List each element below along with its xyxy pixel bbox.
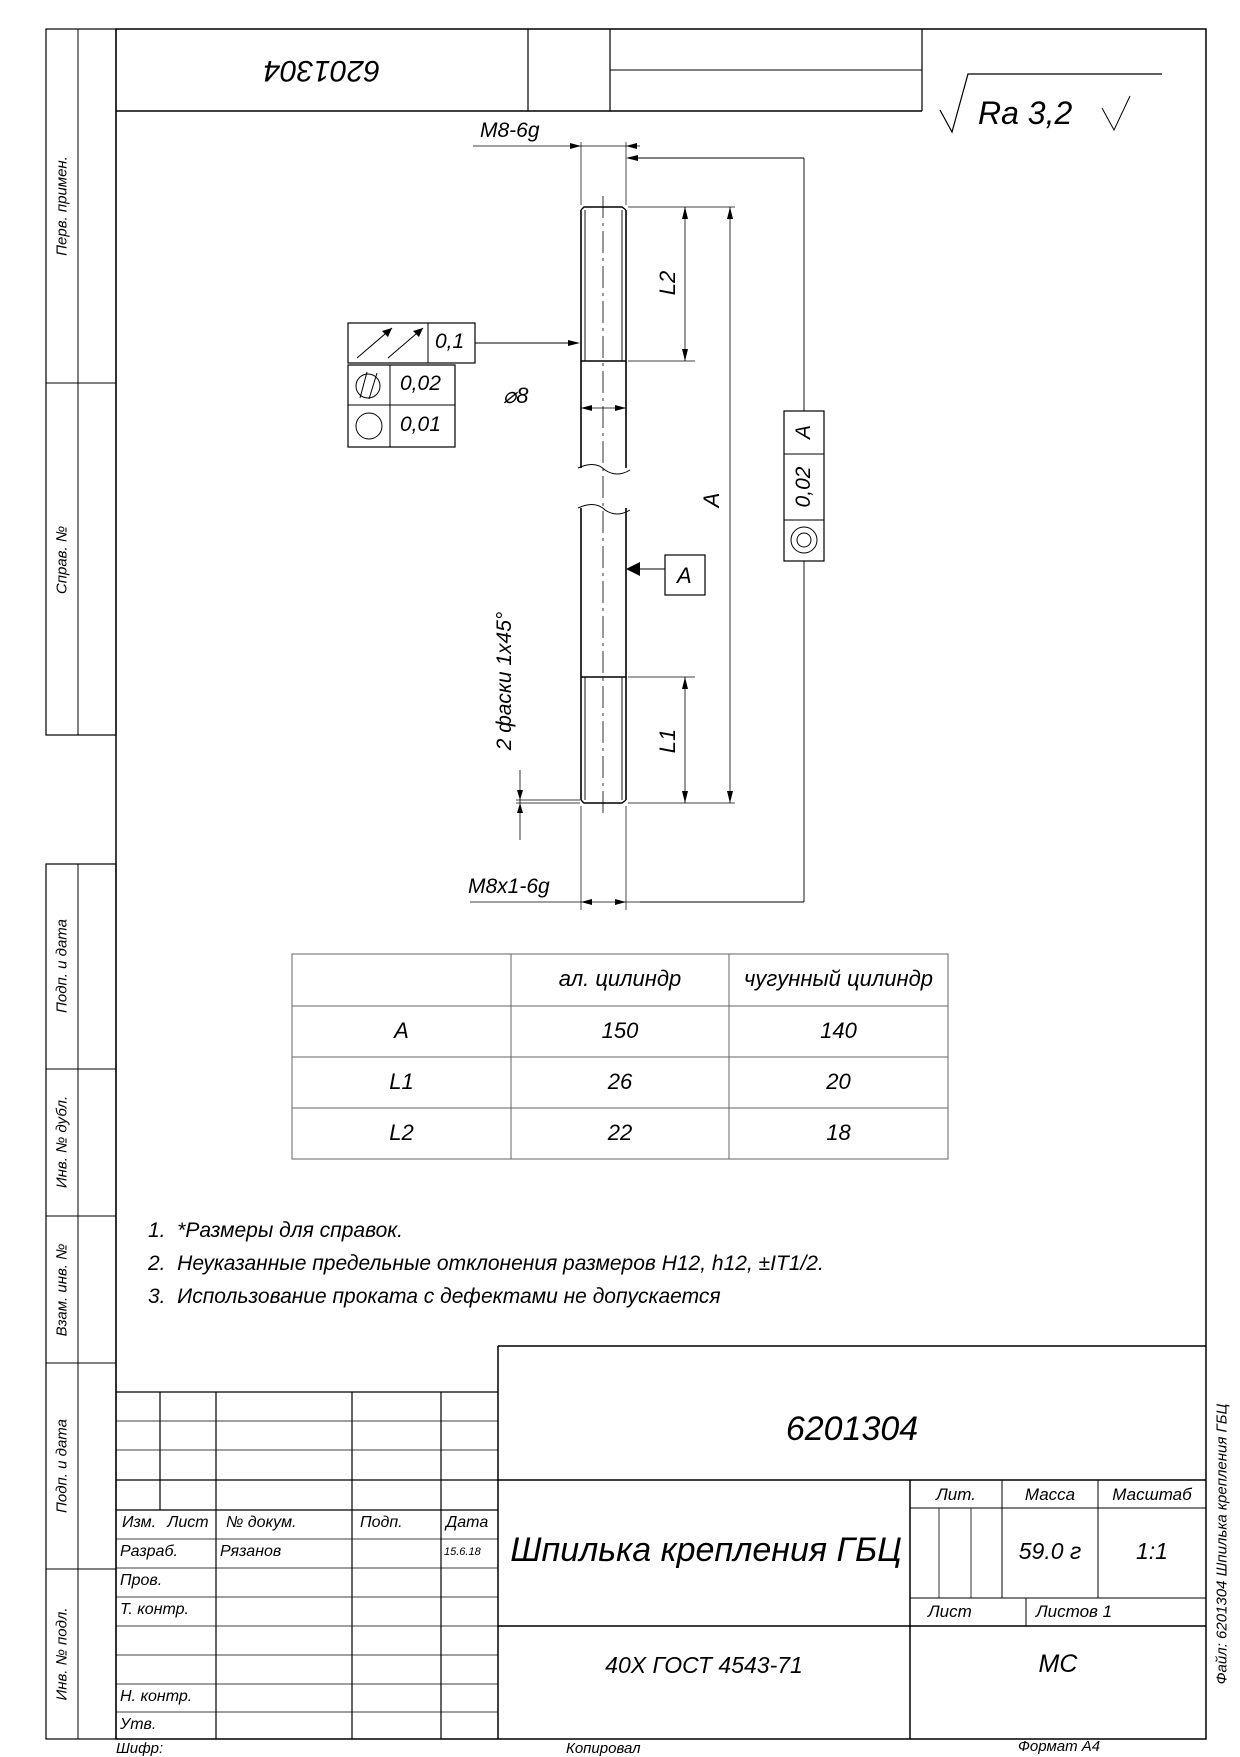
footer-file: Файл: 6201304 Шпилька крепления ГБЦ [1213, 1403, 1231, 1685]
lit-label: Лит. [936, 1485, 976, 1504]
dim-L2-label: L2 [655, 270, 680, 296]
tol-cylindricity-value: 0,02 [400, 372, 441, 395]
tkontr-label: Т. контр. [120, 1601, 189, 1618]
side-label-sprav: Справ. № [53, 525, 71, 595]
dims-table-cell: L1 [389, 1069, 414, 1094]
dims-table-cell: 26 [607, 1069, 633, 1094]
roughness-check-small [1102, 96, 1130, 130]
sheet-label: Лист [928, 1602, 972, 1621]
title-doc-number: 6201304 [785, 1410, 919, 1448]
side-strip-top [46, 29, 116, 735]
dim-A-label: A [699, 492, 724, 508]
title-org: МС [1038, 1650, 1078, 1678]
dims-table-cell: 20 [826, 1069, 851, 1094]
razrab-date: 15.6.18 [444, 1546, 481, 1558]
note-2: 2. Неуказанные предельные отклонения размеров H12, h12, ±IT1/2. [148, 1252, 824, 1275]
scale-value: 1:1 [1136, 1538, 1168, 1564]
dims-table-cell: L2 [389, 1120, 414, 1145]
title-material: 40Х ГОСТ 4543-71 [605, 1652, 803, 1678]
tol-runout-value: 0,1 [435, 330, 465, 353]
diameter-icon: ⌀ [503, 383, 517, 408]
sheets-label: Листов 1 [1036, 1602, 1113, 1621]
col-date: Дата [446, 1514, 489, 1531]
side-label-perv-primen: Перв. примен. [53, 156, 71, 256]
mass-label: Масса [1024, 1485, 1076, 1504]
dims-table-header: чугунный цилиндр [744, 966, 933, 991]
note-1: 1. *Размеры для справок. [148, 1219, 403, 1242]
col-izm: Изм. [121, 1514, 157, 1531]
datum-label: A [677, 563, 692, 588]
side-label-inv-podl: Инв. № подл. [53, 1607, 71, 1701]
col-doc: № докум. [226, 1514, 297, 1531]
utv-label: Утв. [120, 1716, 157, 1733]
side-label-inv-dubl: Инв. № дубл. [53, 1095, 71, 1189]
footer-format: Формат A4 [1018, 1738, 1101, 1755]
dims-table-cell: A [394, 1018, 409, 1043]
dims-table-cell: 150 [601, 1018, 639, 1043]
side-label-podp-data-2: Подп. и дата [53, 1419, 71, 1513]
chamfer-note: 2 фаски 1x45° [493, 611, 516, 751]
dims-table-cell: 18 [826, 1120, 851, 1145]
tol-roundness-value: 0,01 [400, 413, 441, 436]
side-label-podp-data-1: Подп. и дата [53, 919, 71, 1013]
tol-coaxial-value: 0,02 [792, 466, 815, 508]
col-list: Лист [167, 1514, 209, 1531]
thread-bottom-label: M8x1-6g [468, 875, 550, 898]
prov-label: Пров. [120, 1572, 163, 1589]
dims-table-cell: 22 [607, 1120, 633, 1145]
mass-value: 59.0 г [1018, 1538, 1082, 1564]
tol-coaxial-datum: A [792, 424, 815, 440]
note-3: 3. Использование проката с дефектами не допускается [148, 1285, 721, 1308]
nkontr-label: Н. контр. [120, 1688, 193, 1705]
footer-shifr: Шифр: [116, 1740, 164, 1757]
roughness-value: Ra 3,2 [978, 95, 1073, 131]
dims-table-header: ал. цилиндр [558, 966, 682, 991]
diameter-label: ⌀8 [503, 383, 529, 408]
title-part-name: Шпилька крепления ГБЦ [510, 1531, 902, 1569]
side-label-vzam-inv: Взам. инв. № [53, 1243, 71, 1337]
scale-label: Масштаб [1112, 1485, 1192, 1504]
dims-table-cell: 140 [820, 1018, 857, 1043]
col-podp: Подп. [360, 1514, 403, 1531]
footer-copied: Копировал [566, 1740, 641, 1757]
dim-L1-label: L1 [655, 728, 680, 754]
top-stamp-number: 6201304 [263, 54, 381, 87]
razrab-label: Разраб. [120, 1543, 178, 1560]
razrab-name: Рязанов [220, 1543, 282, 1560]
thread-top-label: M8-6g [480, 119, 540, 142]
